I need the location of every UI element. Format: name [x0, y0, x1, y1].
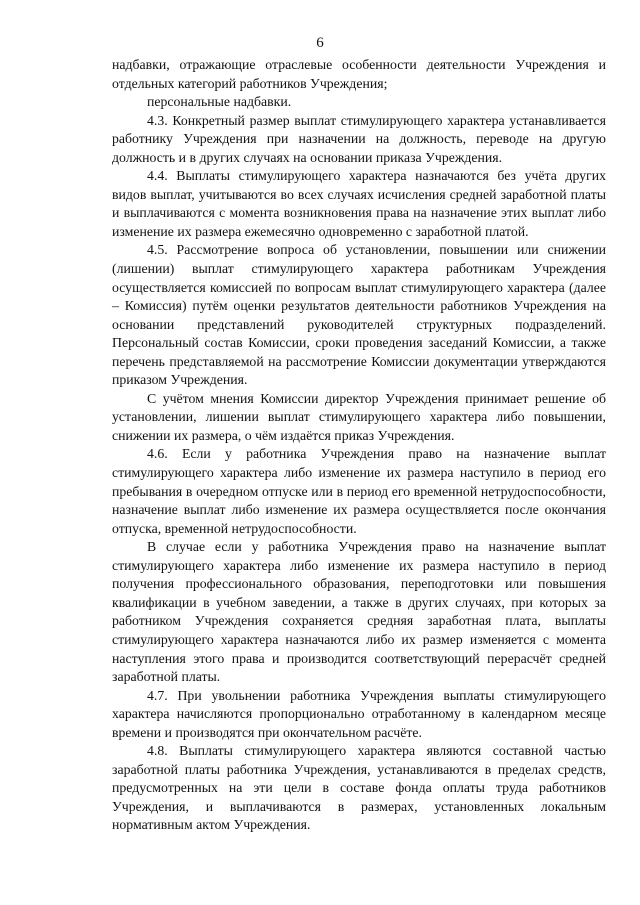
paragraph-training-case: В случае если у работника Учреждения право на назначение выплат стимулирующего характера либо изменение их размера наступило в период получения профессионального образования, переподготовки или повышения квалификации в учебном заведении, а также в других случаях, при которых за работником Учреждения сохраняется средняя заработная плата, выплаты стимулирующего характера назначаются либо их размер изменяется с момента наступления этого права и производится соответствующий перерасчёт средней заработной платы. — [112, 539, 606, 685]
paragraph-4-6: 4.6. Если у работника Учреждения право на назначение выплат стимулирующего характера либо изменение их размера наступило в период его пребывания в очередном отпуске или в период его временной нетрудоспособности, назначение выплат либо изменение их размера осуществляется после окончания отпуска, временной нетрудоспособности. — [112, 446, 606, 536]
paragraph-4-7: 4.7. При увольнении работника Учреждения выплаты стимулирующего характера начисляются пропорционально отработанному в календарном месяце времени и производятся при окончательном расчёте. — [112, 687, 606, 740]
paragraph-commission-decision: С учётом мнения Комиссии директор Учреждения принимает решение об установлении, лишении выплат стимулирующего характера либо повышении, снижении их размера, о чём издаётся приказ Учреждения. — [112, 390, 606, 443]
paragraph-4-5: 4.5. Рассмотрение вопроса об установлении, повышении или снижении (лишении) выплат стимулирующего характера работникам Учреждения осуществляется комиссией по вопросам выплат стимулирующего характера (далее – Комиссия) путём оценки результатов деятельности работников Учреждения на основании представлений руководителей структурных подразделений. Персональный состав Комиссии, сроки проведения заседаний Комиссии, а также перечень представляемой на рассмотрение Комиссии документации утверждаются приказом Учреждения. — [112, 242, 606, 388]
paragraph-allowances-industry: надбавки, отражающие отраслевые особенности деятельности Учреждения и отдельных категорий работников Учреждения; — [112, 57, 606, 91]
paragraph-4-8: 4.8. Выплаты стимулирующего характера являются составной частью заработной платы работника Учреждения, устанавливаются в пределах средств, предусмотренных на эти цели в составе фонда оплаты труда работников Учреждения, и выплачиваются в размерах, установленных локальным нормативным актом Учреждения. — [112, 743, 606, 833]
document-body — [112, 56, 606, 835]
paragraph-4-3: 4.3. Конкретный размер выплат стимулирующего характера устанавливается работнику Учреждения при назначении на должность, переводе на другую должность и в других случаях на основании приказа Учреждения. — [112, 112, 606, 165]
page-number: 6 — [316, 35, 324, 51]
paragraph-personal-allowances: персональные надбавки. — [147, 94, 292, 110]
paragraph-4-4: 4.4. Выплаты стимулирующего характера назначаются без учёта других видов выплат, учитываются во всех случаях исчисления средней заработной платы и выплачиваются с момента возникновения права на назначение этих выплат либо изменение их размера ежемесячно одновременно с заработной платой. — [112, 168, 606, 239]
